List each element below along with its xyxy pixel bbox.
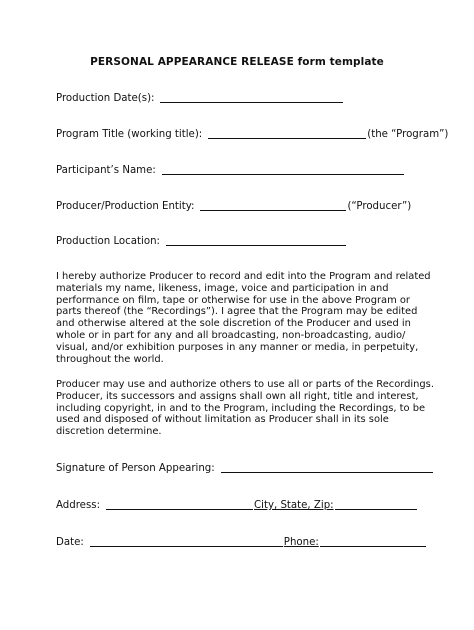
producer-entity-line[interactable] (200, 200, 346, 211)
signature-line[interactable] (221, 462, 433, 473)
city-state-zip-line[interactable] (335, 499, 417, 510)
production-dates-label: Production Date(s): (56, 93, 155, 104)
program-suffix: (the “Program”) (367, 129, 449, 140)
address-row (56, 499, 418, 511)
production-location-label: Production Location: (56, 236, 160, 247)
city-state-zip-label: City, State, Zip: (254, 500, 334, 511)
date-phone-row (56, 536, 427, 548)
production-dates-line[interactable] (160, 92, 343, 103)
paragraph-line: whole or in part for any and all broadcasting, non-broadcasting, audio/ (56, 329, 406, 341)
paragraph-line: Producer, its successors and assigns shall own all right, title and interest, (56, 390, 419, 402)
ownership-paragraph (56, 379, 434, 438)
producer-entity-label: Producer/Production Entity: (56, 201, 195, 212)
paragraph-line: materials my name, likeness, image, voice and participation in and (56, 282, 389, 294)
production-dates-row (56, 92, 344, 104)
phone-line[interactable] (320, 536, 426, 547)
paragraph-line: parts thereof (the “Recordings”). I agree that the Program may be edited (56, 306, 418, 318)
paragraph-line: throughout the world. (56, 353, 164, 365)
authorization-paragraph (56, 271, 431, 365)
address-label: Address: (56, 500, 101, 511)
date-label: Date: (56, 537, 84, 548)
producer-suffix: (“Producer”) (347, 201, 412, 212)
participant-name-row (56, 164, 405, 176)
paragraph-line: used and disposed of without limitation as Producer shall in its sole (56, 414, 389, 426)
program-title-label: Program Title (working title): (56, 129, 203, 140)
paragraph-line: visual, and/or exhibition purposes in any manner or media, in perpetuity, (56, 341, 419, 353)
paragraph-line: Producer may use and authorize others to use all or parts of the Recordings. (56, 379, 434, 390)
phone-label: Phone: (283, 537, 319, 548)
paragraph-line: I hereby authorize Producer to record and edit into the Program and related (56, 271, 431, 282)
paragraph-line: performance on film, tape or otherwise for use in the above Program or (56, 294, 410, 306)
participant-name-label: Participant’s Name: (56, 165, 156, 176)
paragraph-line: including copyright, in and to the Program, including the Recordings, to be (56, 402, 426, 414)
form-title: PERSONAL APPEARANCE RELEASE form template (90, 56, 384, 68)
paragraph-line: discretion determine. (56, 426, 162, 438)
participant-name-line[interactable] (162, 164, 404, 175)
paragraph-line: and otherwise altered at the sole discretion of the Producer and used in (56, 318, 411, 330)
producer-entity-row (56, 200, 411, 212)
date-line[interactable] (90, 536, 283, 547)
production-location-line[interactable] (166, 235, 346, 246)
signature-label: Signature of Person Appearing: (56, 463, 215, 474)
program-title-line[interactable] (208, 128, 366, 139)
address-line[interactable] (106, 499, 253, 510)
program-title-row (56, 128, 448, 140)
production-location-row (56, 235, 347, 247)
signature-row (56, 462, 434, 474)
